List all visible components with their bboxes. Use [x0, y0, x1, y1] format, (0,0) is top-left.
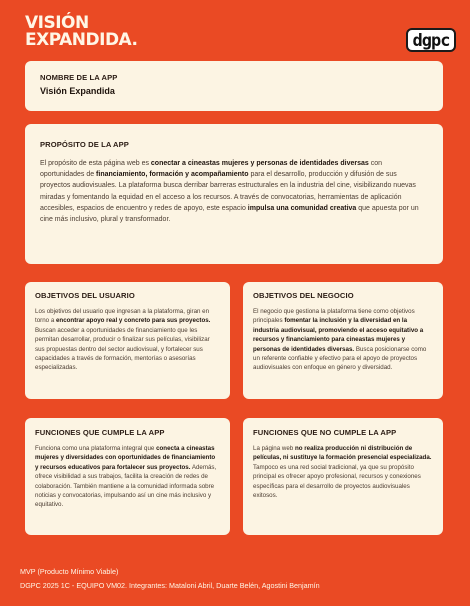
purpose-text	[40, 158, 428, 225]
logo-line-2: EXPANDIDA.	[25, 30, 138, 50]
app-name-value: Visión Expandida	[40, 86, 115, 96]
footer-credits: DGPC 2025 1C - EQUIPO VM02. Integrantes: Mataloni Abril, Duarte Belén, Agostini Benjamín	[20, 581, 320, 590]
body-text: Busca posicionarse como un referente confiable y efectivo para el apoyo de proyectos audiovisuales con enfoque en género y diversidad.	[253, 345, 427, 372]
business-goals-card	[243, 282, 443, 399]
body-text: Además, ofrece visibilidad a sus trabajos, facilita la creación de redes de colaboración. También mantiene a la comunidad informada sobre noticias y convocatorias, impulsando así un cine más inclusivo y equitativo.	[35, 463, 217, 509]
app-name-heading: NOMBRE DE LA APP	[40, 73, 118, 82]
user-goals-card	[25, 282, 230, 399]
app-name-card	[25, 61, 443, 111]
body-text: Funciona como una plataforma integral que	[35, 445, 157, 452]
body-text: La página web	[253, 445, 295, 452]
body-text: Tampoco es una red social tradicional, ya que su propósito principal es ofrecer apoyo profesional, recursos y conexiones específicas para el desarrollo de proyectos audiovisuales exitosos.	[253, 463, 421, 500]
emphasis-text: no realiza producción ni distribución de películas, ni sustituye la formación presencial especializada.	[253, 445, 432, 462]
footer	[20, 565, 320, 593]
dgpc-badge: dgpc	[406, 28, 456, 52]
business-goals-text	[253, 307, 433, 373]
logo-line-1: VISIÓN	[25, 13, 89, 33]
functions-not-met-heading: FUNCIONES QUE NO CUMPLE LA APP	[253, 428, 397, 437]
emphasis-text: fomentar la inclusión y la diversidad en la industria audiovisual, promoviendo el acceso equitativo a recursos y financiamiento para cineastas mujeres y personas de identidades diversas.	[253, 317, 424, 353]
functions-met-heading: FUNCIONES QUE CUMPLE LA APP	[35, 428, 165, 437]
emphasis-text: impulsa una comunidad creativa	[247, 204, 357, 212]
functions-not-met-card	[243, 418, 443, 535]
purpose-card	[25, 124, 443, 264]
body-text: para el desarrollo, producción y difusión de sus proyectos audiovisuales. La plataforma busca derribar barreras estructurales en la industria del cine, visibilizando nuevas miradas y fomentando la equidad en el acceso a los recursos. A través de convocatorias, herramientas de aplicación accesibles, espacios de encuentro y redes de apoyo, este espacio	[40, 171, 416, 212]
body-text: con oportunidades de	[40, 160, 383, 179]
business-goals-heading: OBJETIVOS DEL NEGOCIO	[253, 291, 354, 300]
emphasis-text: conecta a cineastas mujeres y diversidades con oportunidades de financiamiento y recursos educativos para fortalecer sus proyectos.	[35, 445, 216, 471]
user-goals-heading: OBJETIVOS DEL USUARIO	[35, 291, 135, 300]
body-text: El negocio que gestiona la plataforma tiene como objetivos principales	[253, 308, 415, 325]
functions-met-text	[35, 444, 220, 510]
body-text: Los objetivos del usuario que ingresan a la plataforma, giran en torno a	[35, 308, 210, 325]
emphasis-text: encontrar apoyo real y concreto para sus proyectos.	[55, 317, 211, 325]
functions-not-met-text	[253, 444, 433, 500]
body-text: que apuesta por un cine más inclusivo, plural y transformador.	[40, 204, 419, 224]
footer-mvp: MVP (Producto Mínimo Viable)	[20, 567, 119, 576]
emphasis-text: conectar a cineastas mujeres y personas de identidades diversas	[150, 160, 369, 167]
purpose-heading: PROPÓSITO DE LA APP	[40, 140, 129, 149]
user-goals-text	[35, 307, 220, 373]
body-text: Buscan acceder a oportunidades de financiamiento que les permitan desarrollar, producir o finalizar sus películas, visibilizar sus propuestas dentro del sector audiovisual, y fortalecer sus capacidades a través de formación, mentorías o asesorías especializadas.	[35, 326, 210, 372]
body-text: El propósito de esta página web es	[40, 160, 151, 167]
brand-logo	[25, 15, 137, 49]
emphasis-text: financiamiento, formación y acompañamiento	[96, 171, 249, 179]
functions-met-card	[25, 418, 230, 535]
